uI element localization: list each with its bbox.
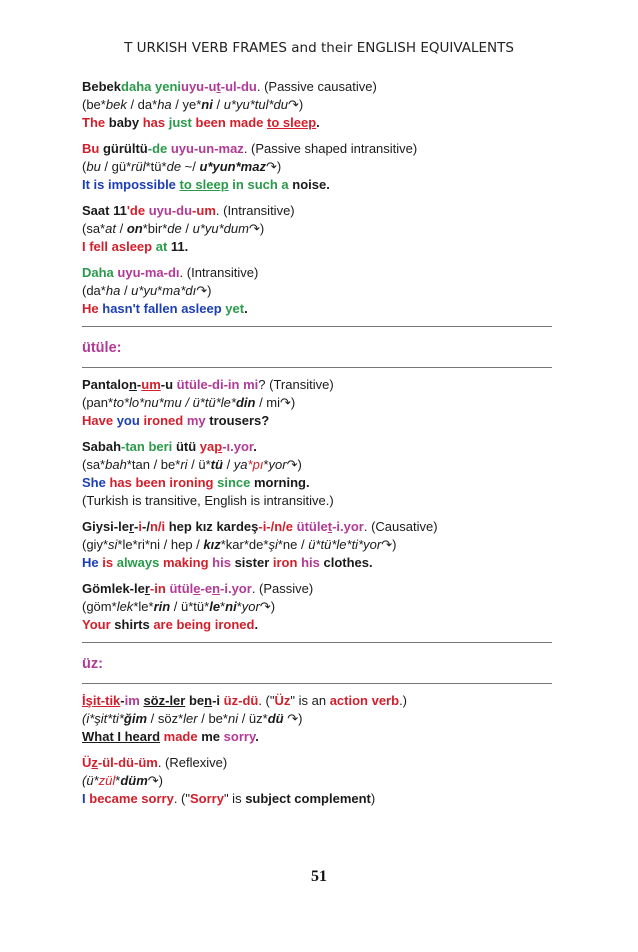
section-divider [82,683,552,684]
example-entry [82,78,602,132]
text-segment: ↷) [147,773,163,788]
text-segment: ironed [143,413,184,428]
turkish-sentence [82,438,602,456]
spacer [82,256,602,264]
text-segment: Have [82,413,114,428]
text-segment: - [134,519,139,534]
turkish-sentence [82,140,602,158]
text-segment: . (Passive causative) [256,79,377,94]
text-segment: de [166,159,182,174]
text-segment: -in [149,581,166,596]
text-segment: ↷) [381,537,397,552]
text-segment: ↷) [265,159,282,174]
pronunciation-line [82,282,602,300]
text-segment: 11. [167,239,189,254]
text-segment: e [193,581,201,596]
text-segment: ya [199,439,215,454]
page-content [82,78,602,808]
text-segment: Bebek [82,79,122,94]
text-segment: . [254,617,259,632]
text-segment: bah [105,457,127,472]
text-segment: . (Causative) [363,519,438,534]
text-segment: to [113,395,124,410]
text-segment: ni [227,711,239,726]
text-segment: on [126,221,143,236]
english-sentence [82,238,602,256]
text-segment: . [253,439,257,454]
text-segment: ↷) [283,711,303,726]
text-segment: ütü [175,439,197,454]
text-segment: . (" [173,791,190,806]
example-entry [82,202,602,256]
text-segment: ) [370,791,376,806]
text-segment: * [115,773,121,788]
text-segment: dü [267,711,284,726]
text-segment: 'de [126,203,146,218]
text-segment: -u [160,377,174,392]
text-segment: Sorry [189,791,224,806]
text-segment: He [82,555,99,570]
text-segment: ütül [169,581,194,596]
text-segment: Ü [82,755,92,770]
text-segment: * [263,457,269,472]
text-segment: u*yu*tul*du [223,97,289,112]
text-segment: rin [153,599,171,614]
text-segment: - [120,693,125,708]
text-segment: been made [195,115,264,130]
text-segment: si [108,537,118,552]
text-segment: / ye* [171,97,202,112]
turkish-sentence [82,692,602,710]
text-segment: / ü*tü* [170,599,210,614]
text-segment: (da* [82,283,106,298]
section-divider [82,326,552,327]
text-segment: . (" [258,693,275,708]
text-segment: since [217,475,251,490]
text-segment: my [186,413,206,428]
text-segment: daha yeni [121,79,181,94]
text-segment: has [142,115,166,130]
text-segment: ütüle [296,519,328,534]
text-segment: ya [233,457,248,472]
text-segment: / da* [126,97,158,112]
text-segment: bek [105,97,127,112]
text-segment: p [214,439,223,454]
text-segment: ? (Transitive) [258,377,334,392]
text-segment: ri [180,457,188,472]
text-segment: im [124,693,140,708]
text-segment: What I heard [82,729,161,744]
text-segment: / [212,97,224,112]
text-segment: ğim [123,711,148,726]
pronunciation-line [82,710,602,728]
text-segment: z [91,755,98,770]
text-segment: rül [131,159,146,174]
text-segment: t [216,79,221,94]
text-segment: / üz* [238,711,268,726]
text-segment: be [185,693,205,708]
text-segment: ↷) [286,457,302,472]
example-entry [82,692,602,746]
text-segment: ü*tü*le*ti*yor [308,537,382,552]
text-segment: söz-ler [143,693,186,708]
turkish-sentence [82,518,602,536]
text-segment: -um [192,203,216,218]
text-segment: / be* [197,711,228,726]
text-segment: (be* [82,97,106,112]
pronunciation-line [82,772,602,790]
example-entry [82,376,602,430]
text-segment: um [141,377,161,392]
text-segment: (göm* [82,599,117,614]
text-segment: . (Reflexive) [157,755,228,770]
section-divider [82,367,552,368]
text-segment: to sleep [267,115,317,130]
text-segment: *pı [247,457,264,472]
text-segment: . (Intransitive) [215,203,295,218]
text-segment: / ü* [187,457,211,472]
text-segment: . (Passive) [251,581,314,596]
turkish-sentence [82,202,602,220]
text-segment: n/i [149,519,166,534]
text-segment: kız [195,519,213,534]
section-heading: üz: [82,656,103,672]
spacer [82,746,602,754]
text-segment: *kar*de* [220,537,269,552]
text-segment: in such a [232,177,289,192]
text-segment: . (Intransitive) [179,265,259,280]
text-segment: / [181,221,193,236]
english-sentence [82,412,602,430]
text-segment: din [235,395,256,410]
text-segment: just [168,115,192,130]
text-segment: Gömlek-le [82,581,145,596]
text-segment: always [116,555,160,570]
spacer [82,194,602,202]
text-segment: u*yun*maz [199,159,266,174]
text-segment: (sa* [82,221,106,236]
text-segment: I [82,791,86,806]
text-segment: ↷) [196,283,212,298]
text-segment: uyu- [181,79,209,94]
text-segment: üz-dü [223,693,259,708]
text-segment: I fell asleep [82,239,153,254]
text-segment: yor [268,457,287,472]
text-segment: Sabah [82,439,122,454]
text-segment: his [301,555,320,570]
text-segment: are being ironed [153,617,255,632]
text-segment: shirts [114,617,150,632]
text-segment: / [120,283,132,298]
note-line [82,492,602,510]
text-segment: made [163,729,198,744]
text-segment: İşit-tik [82,693,121,708]
text-segment: . [255,729,259,744]
pronunciation-line [82,456,602,474]
text-segment: is [102,555,114,570]
text-segment: -i-/n/e [258,519,294,534]
text-segment: to sleep [179,177,229,192]
text-segment: -üm [133,755,158,770]
text-segment: *tü* [145,159,167,174]
text-segment: n [204,693,213,708]
text-segment: ↷) [288,97,304,112]
text-segment: . [316,115,320,130]
text-segment: - [136,377,142,392]
text-segment: u*yu [131,283,158,298]
english-sentence [82,790,602,808]
text-segment: me [201,729,221,744]
text-segment: -e [200,581,213,596]
text-segment: you [116,413,140,428]
text-segment: -i.yor [332,519,364,534]
text-segment: his [212,555,231,570]
text-segment: uyu-un-maz [170,141,244,156]
text-segment: ( [82,159,87,174]
text-segment: " is an [290,693,330,708]
example-entry [82,754,602,808]
text-segment: noise [292,177,327,192]
text-segment: . (Passive shaped intransitive) [243,141,418,156]
text-segment: He [82,301,99,316]
text-segment: She [82,475,106,490]
text-segment: u [208,79,217,94]
pronunciation-line [82,394,602,412]
text-segment: / gü* [100,159,132,174]
text-segment: *le*ri*ni / hep / [117,537,204,552]
section-heading: ütüle: [82,340,122,356]
text-segment: düm [120,773,148,788]
text-segment: (pan* [82,395,114,410]
text-segment: zül [98,773,116,788]
spacer [82,510,602,518]
text-segment: ~/ [181,159,200,174]
text-segment: * [236,599,242,614]
example-entry [82,518,602,572]
text-segment: ↷) [259,599,276,614]
example-entry [82,438,602,510]
text-segment: Giysi-le [82,519,129,534]
text-segment: has been ironing [109,475,214,490]
text-segment: -de [147,141,168,156]
example-entry [82,580,602,634]
text-segment: clothes. [323,555,373,570]
text-segment: *lo*nu*mu / ü*tü*le* [123,395,236,410]
turkish-sentence [82,264,602,282]
text-segment: r [144,581,150,596]
text-segment: * [157,283,163,298]
text-segment: The [82,115,106,130]
text-segment: Bu [82,141,100,156]
page-header: T URKISH VERB FRAMES and their ENGLISH EQUIVALENTS [124,40,514,56]
text-segment: Üz [274,693,291,708]
text-segment: tü [210,457,223,472]
page-number: 51 [311,868,327,885]
text-segment: morning. [253,475,310,490]
spacer [82,132,602,140]
pronunciation-line [82,220,602,238]
pronunciation-line [82,96,602,114]
text-segment: i [138,519,142,534]
text-segment: Daha [82,265,114,280]
text-segment: ma [162,283,181,298]
text-segment: / söz* [147,711,184,726]
english-sentence [82,474,602,492]
text-segment: *le* [133,599,154,614]
spacer [82,572,602,580]
text-segment: making [163,555,209,570]
text-segment: -ül-dü [97,755,134,770]
pronunciation-line [82,598,602,616]
english-sentence [82,616,602,634]
text-segment: Pantalo [82,377,129,392]
english-sentence [82,114,602,132]
pronunciation-line [82,536,602,554]
text-segment: u*yu*dum [192,221,249,236]
text-segment: hasn't fallen asleep [102,301,222,316]
text-segment: (i*şit*ti* [82,711,124,726]
text-segment: *ne / [277,537,309,552]
text-segment: * [220,599,226,614]
text-segment: became sorry [89,791,174,806]
text-segment: . [326,177,330,192]
text-segment: (Turkish is transitive, English is intransitive.) [82,493,334,508]
text-segment: yet [225,301,245,316]
text-segment: trousers? [209,413,270,428]
text-segment: bu [86,159,101,174]
text-segment: yor [241,599,260,614]
english-sentence [82,300,602,318]
text-segment: t [327,519,333,534]
text-segment: *tan / be* [126,457,181,472]
text-segment: mi [243,377,259,392]
text-segment: gürültü [102,141,148,156]
pronunciation-line [82,158,602,176]
text-segment: hep [165,519,196,534]
text-segment: It is impossible [82,177,176,192]
english-sentence [82,176,602,194]
text-segment: . [244,301,248,316]
text-segment: de [167,221,182,236]
text-segment: uyu-ma-dı [117,265,180,280]
text-segment: (giy* [82,537,109,552]
turkish-sentence [82,580,602,598]
text-segment: *dı [180,283,197,298]
turkish-sentence [82,78,602,96]
text-segment: " is [223,791,246,806]
text-segment: le [209,599,221,614]
text-segment: at [105,221,116,236]
text-segment: -tan beri [121,439,173,454]
text-segment: n [212,581,221,596]
text-segment: r [128,519,135,534]
text-segment: -ı.yor [222,439,254,454]
text-segment: ni [201,97,213,112]
section-divider [82,642,552,643]
text-segment: iron [272,555,298,570]
text-segment: kardeş [216,519,259,534]
spacer [82,430,602,438]
text-segment: / mi↷) [255,395,296,410]
text-segment: at [155,239,168,254]
text-segment: subject complement [245,791,371,806]
english-sentence [82,728,602,746]
text-segment: -/ [142,519,150,534]
text-segment: -i.yor [220,581,252,596]
text-segment: ha [157,97,172,112]
text-segment: şi [268,537,278,552]
text-segment: sorry [223,729,256,744]
turkish-sentence [82,376,602,394]
text-segment: Your [82,617,111,632]
text-segment: ler [183,711,198,726]
example-entry [82,140,602,194]
text-segment: ni [225,599,237,614]
text-segment: (ü* [82,773,99,788]
text-segment: Saat 11 [82,203,127,218]
text-segment: / [222,457,234,472]
english-sentence [82,554,602,572]
text-segment: .) [399,693,408,708]
text-segment: lek [116,599,134,614]
text-segment: action verb [329,693,400,708]
text-segment: ha [105,283,121,298]
example-entry [82,264,602,318]
text-segment: ↷) [248,221,265,236]
text-segment: uyu-du [148,203,193,218]
text-segment: sister [234,555,270,570]
text-segment: baby [108,115,140,130]
turkish-sentence [82,754,602,772]
text-segment: n [128,377,137,392]
text-segment: (sa* [82,457,106,472]
text-segment: kız [203,537,221,552]
text-segment: ütüle-di-in [176,377,240,392]
text-segment: -ul-du [220,79,257,94]
text-segment: *bir* [142,221,168,236]
text-segment: / [115,221,127,236]
text-segment: -i [212,693,221,708]
